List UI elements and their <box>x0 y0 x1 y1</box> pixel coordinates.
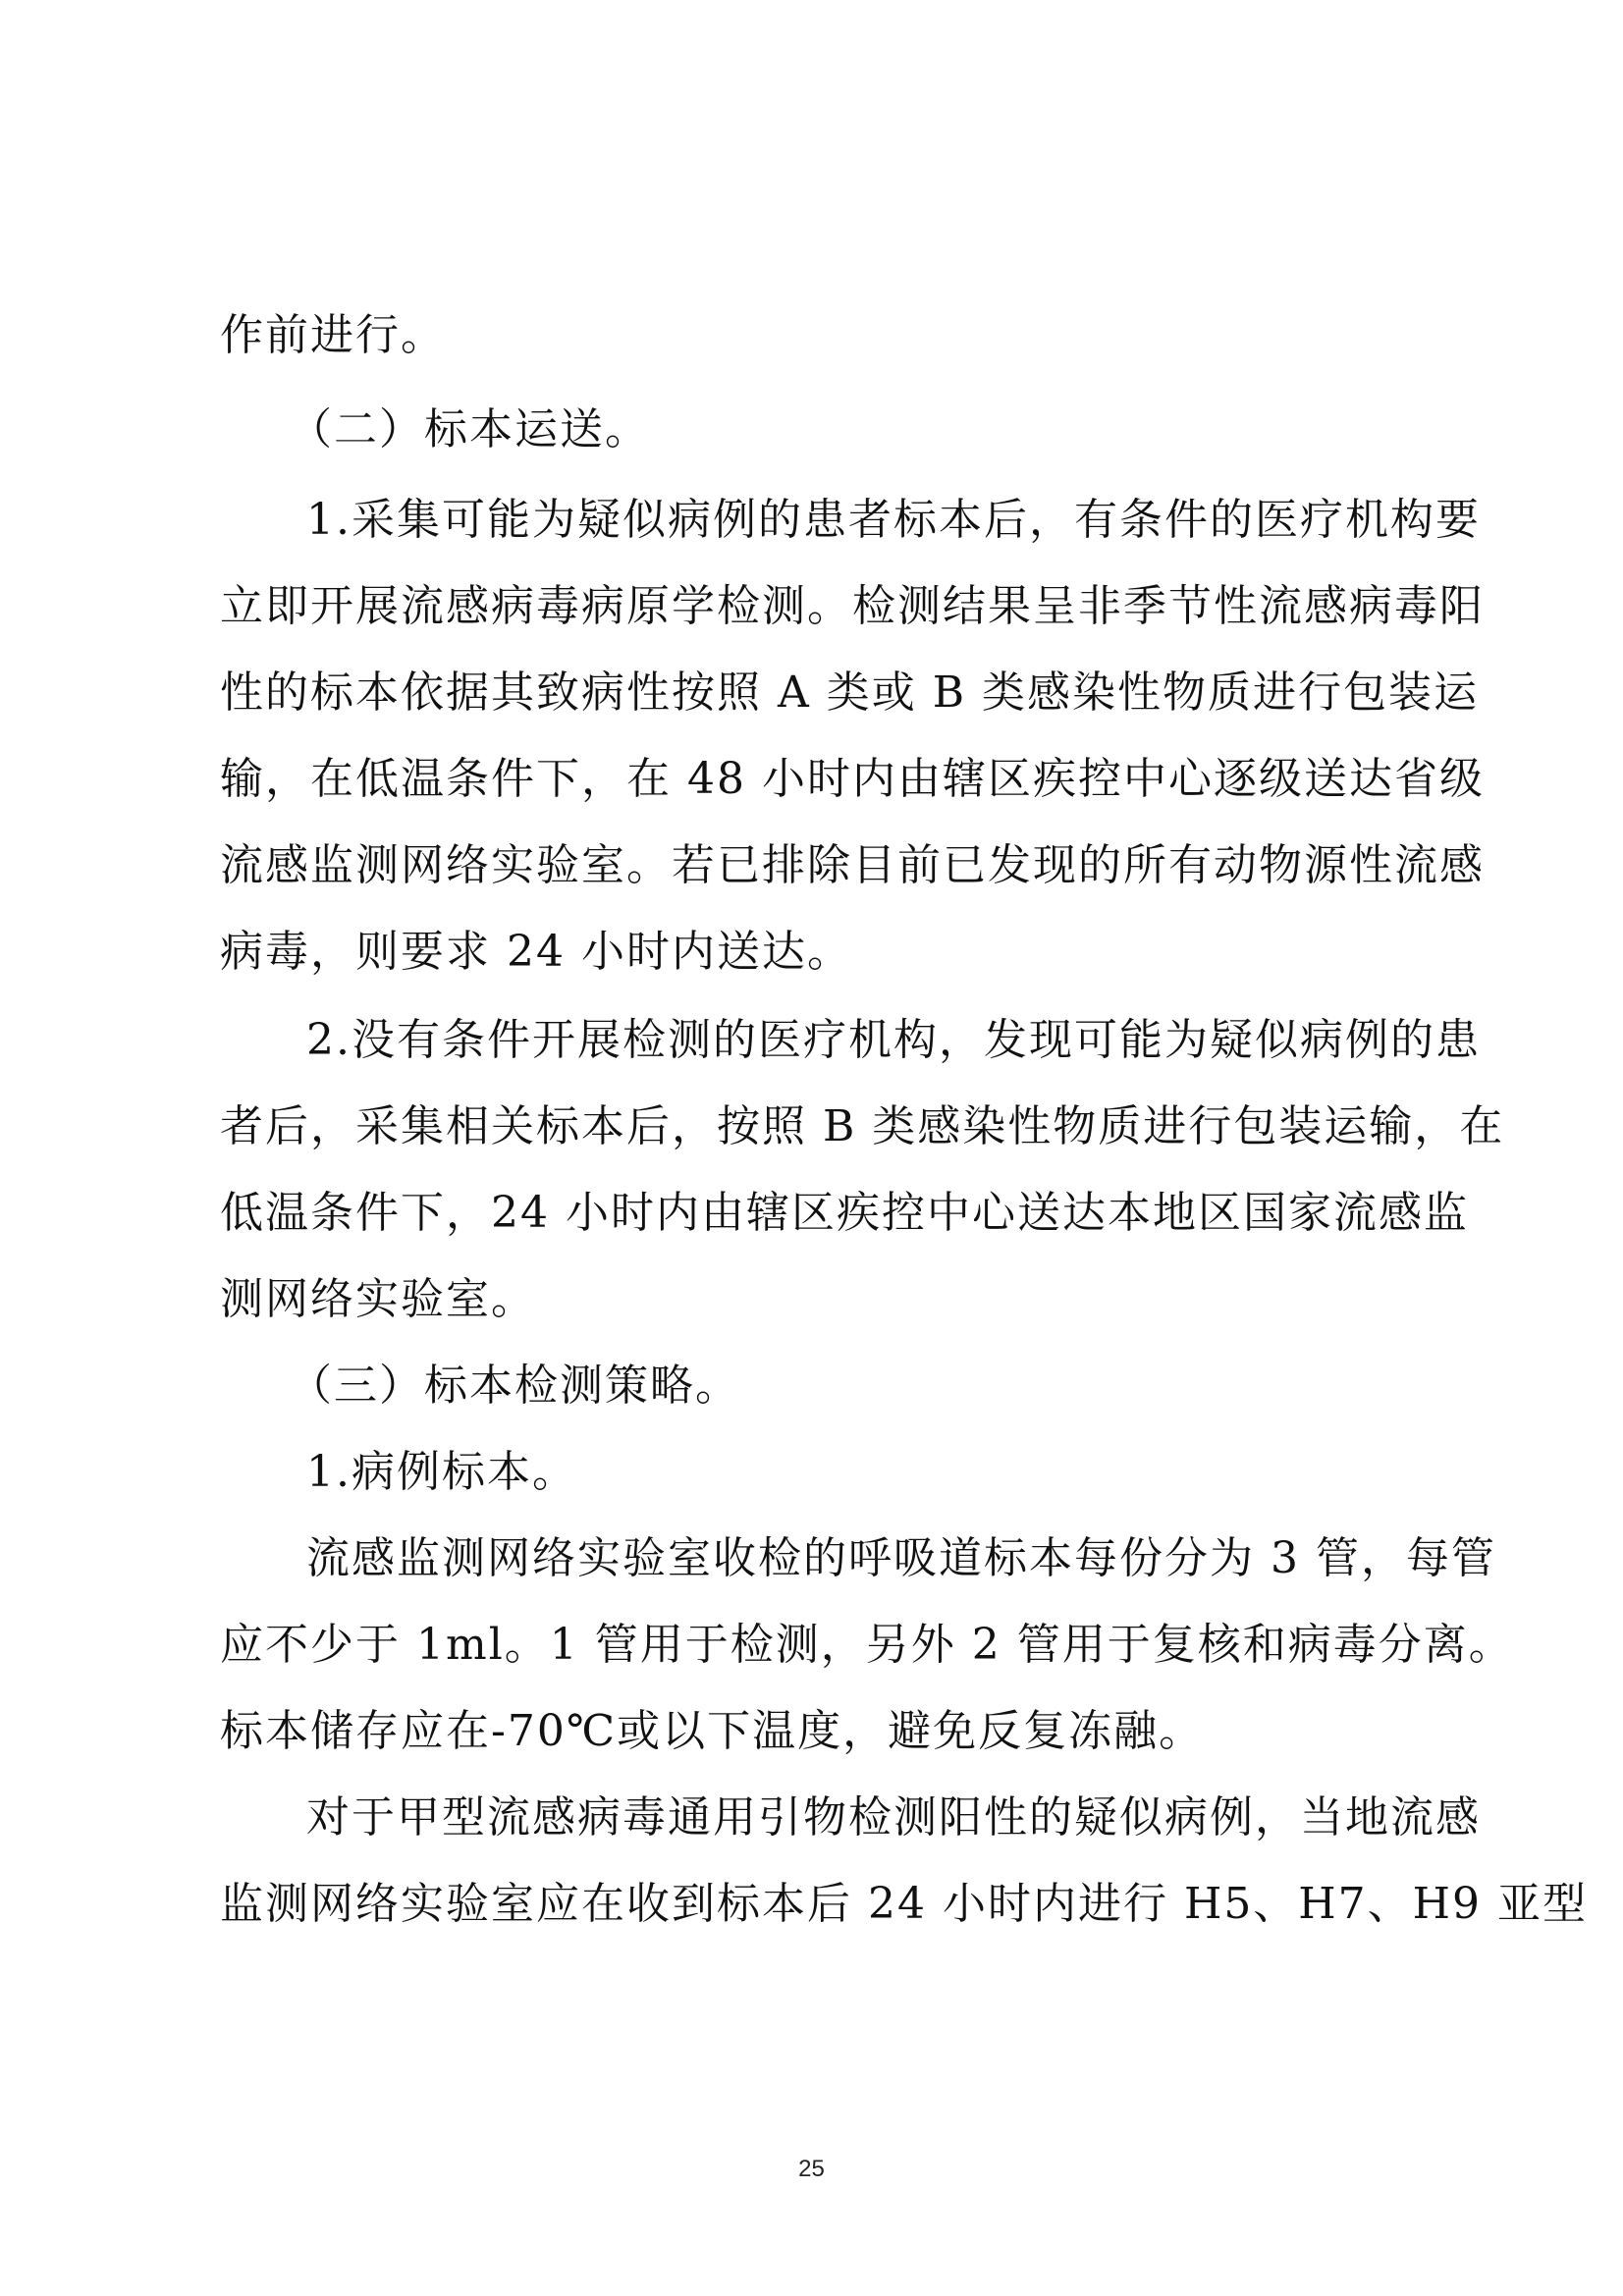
paragraph-line: 低温条件下，24 小时内由辖区疾控中心送达本地区国家流感监 <box>220 1188 1469 1238</box>
paragraph-line: 监测网络实验室应在收到标本后 24 小时内进行 H5、H7、H9 亚型 <box>220 1879 1589 1929</box>
paragraph-line: 输，在低温条件下，在 48 小时内由辖区疾控中心逐级送达省级 <box>220 754 1485 804</box>
page-number: 25 <box>798 2156 825 2182</box>
paragraph-line: 标本储存应在-70℃或以下温度，避免反复冻融。 <box>220 1706 1205 1756</box>
paragraph-line: 立即开展流感病毒病原学检测。检测结果呈非季节性流感病毒阳 <box>220 581 1485 631</box>
paragraph-line: 测网络实验室。 <box>220 1274 536 1324</box>
paragraph-line: 1.采集可能为疑似病例的患者标本后，有条件的医疗机构要 <box>306 495 1481 545</box>
section-heading-sample-transport: （二）标本运送。 <box>289 404 650 454</box>
paragraph-line: 者后，采集相关标本后，按照 B 类感染性物质进行包装运输，在 <box>220 1101 1505 1151</box>
paragraph-line: 性的标本依据其致病性按照 A 类或 B 类感染性物质进行包装运 <box>220 667 1480 718</box>
paragraph-line: 对于甲型流感病毒通用引物检测阳性的疑似病例，当地流感 <box>306 1792 1481 1842</box>
paragraph-line: 2.没有条件开展检测的医疗机构，发现可能为疑似病例的患 <box>306 1015 1481 1065</box>
paragraph-line: 应不少于 1ml。1 管用于检测，另外 2 管用于复核和病毒分离。 <box>220 1620 1514 1670</box>
section-heading-detection-strategy: （三）标本检测策略。 <box>289 1361 740 1411</box>
paragraph-line: 流感监测网络实验室收检的呼吸道标本每份分为 3 管，每管 <box>306 1533 1496 1583</box>
paragraph-line: 流感监测网络实验室。若已排除目前已发现的所有动物源性流感 <box>220 840 1485 890</box>
subsection-heading-case-samples: 1.病例标本。 <box>306 1447 577 1497</box>
paragraph-line: 病毒，则要求 24 小时内送达。 <box>220 927 852 977</box>
text-line-continuation: 作前进行。 <box>220 310 446 360</box>
